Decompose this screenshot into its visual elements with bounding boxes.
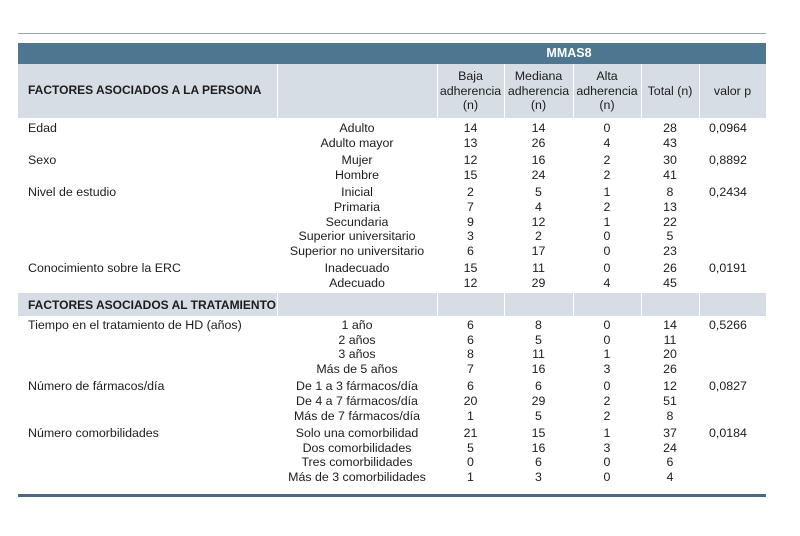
factor-label: Conocimiento sobre la ERC: [28, 261, 181, 276]
category-label: Inicial: [341, 185, 373, 200]
category-label: Más de 5 años: [316, 361, 398, 376]
value-alta: 2: [603, 408, 611, 423]
category-label: Superior universitario: [298, 229, 416, 244]
category-label: 3 años: [338, 347, 376, 362]
value-total: 37: [663, 426, 677, 441]
value-alta: 1: [603, 347, 611, 362]
value-alta: 4: [603, 276, 611, 290]
value-baja: 6: [467, 332, 474, 347]
category-label: Dos comorbilidades: [302, 440, 412, 455]
value-baja: 8: [467, 347, 474, 362]
category-label: Secundaria: [325, 214, 389, 229]
value-mediana: 5: [535, 185, 542, 200]
value-total: 13: [663, 200, 677, 214]
value-total: 12: [663, 379, 677, 394]
value-total: 22: [663, 214, 677, 229]
value-total: 30: [663, 153, 677, 168]
value-baja: 0: [467, 455, 474, 470]
col-header-total: Total (n): [647, 84, 693, 98]
category-label: Más de 3 comorbilidades: [288, 470, 426, 484]
value-total: 43: [663, 135, 677, 150]
value-mediana: 15: [531, 426, 546, 441]
value-mediana: 29: [531, 276, 546, 290]
factor-label: Tiempo en el tratamiento de HD (años): [28, 318, 242, 332]
bottom-rule: [18, 494, 766, 497]
value-total: 4: [666, 470, 674, 484]
factor-label: Número de fármacos/día: [28, 379, 165, 394]
value-alta: 0: [603, 455, 611, 470]
p-value: 0,5266: [709, 318, 747, 332]
value-alta: 1: [603, 214, 611, 229]
category-label: De 1 a 3 fármacos/día: [296, 379, 418, 394]
value-alta: 3: [603, 440, 611, 455]
category-label: Primaria: [333, 200, 381, 214]
category-label: Solo una comorbilidad: [295, 426, 419, 441]
value-alta: 1: [603, 426, 611, 441]
value-total: 26: [663, 261, 677, 276]
p-value: 0,0184: [709, 426, 747, 441]
value-baja: 13: [463, 135, 478, 150]
category-label: De 4 a 7 fármacos/día: [296, 394, 418, 408]
p-value: 0,0827: [709, 379, 747, 394]
value-baja: 9: [467, 214, 474, 229]
section1-title: FACTORES ASOCIADOS A LA PERSONA: [28, 83, 262, 97]
value-mediana: 12: [531, 214, 546, 229]
col-header-mediana: Mediana adherencia (n): [507, 69, 570, 113]
value-total: 45: [663, 276, 677, 290]
p-value: 0,2434: [709, 185, 747, 200]
value-baja: 14: [463, 121, 478, 135]
value-total: 14: [663, 318, 677, 332]
value-alta: 4: [603, 135, 611, 150]
factor-label: Edad: [28, 121, 57, 135]
value-mediana: 6: [535, 379, 542, 394]
column-divider: [699, 293, 700, 316]
col-header-p: valor p: [713, 84, 752, 98]
value-baja: 12: [463, 153, 478, 168]
mmas8-title: MMAS8: [546, 46, 592, 60]
value-total: 8: [666, 408, 674, 423]
value-mediana: 4: [535, 200, 542, 214]
category-label: Adecuado: [329, 276, 385, 290]
value-total: 11: [663, 332, 677, 347]
category-label: Inadecuado: [324, 261, 390, 276]
value-alta: 0: [603, 318, 611, 332]
value-mediana: 29: [531, 394, 546, 408]
top-rule: [18, 33, 766, 34]
value-total: 8: [666, 185, 674, 200]
category-label: Adulto mayor: [320, 135, 394, 150]
value-alta: 3: [603, 361, 611, 376]
factor-label: Número comorbilidades: [28, 426, 159, 441]
value-baja: 3: [467, 229, 474, 244]
value-alta: 0: [603, 243, 611, 258]
value-mediana: 5: [535, 408, 542, 423]
column-divider: [699, 64, 700, 118]
value-mediana: 6: [535, 455, 542, 470]
value-baja: 7: [467, 200, 474, 214]
value-alta: 1: [603, 185, 611, 200]
column-divider: [573, 64, 574, 118]
value-mediana: 26: [531, 135, 546, 150]
value-baja: 15: [463, 167, 478, 182]
value-alta: 2: [603, 200, 611, 214]
value-baja: 6: [467, 243, 474, 258]
p-value: 0,0191: [709, 261, 747, 276]
value-baja: 5: [467, 440, 474, 455]
column-divider: [504, 293, 505, 316]
category-label: 1 año: [341, 318, 373, 332]
value-alta: 0: [603, 379, 611, 394]
column-divider: [573, 293, 574, 316]
category-label: 2 años: [338, 332, 376, 347]
value-mediana: 3: [535, 470, 542, 484]
value-mediana: 11: [532, 347, 545, 362]
column-divider: [277, 64, 278, 118]
value-mediana: 16: [531, 440, 546, 455]
value-baja: 20: [463, 394, 478, 408]
value-mediana: 8: [535, 318, 542, 332]
column-divider: [504, 64, 505, 118]
category-label: Mujer: [341, 153, 373, 168]
value-mediana: 2: [535, 229, 542, 244]
value-mediana: 16: [531, 361, 546, 376]
value-total: 51: [663, 394, 677, 408]
p-value: 0,0964: [709, 121, 747, 135]
value-total: 28: [663, 121, 677, 135]
value-baja: 21: [463, 426, 478, 441]
value-alta: 0: [603, 332, 611, 347]
value-alta: 2: [603, 153, 611, 168]
col-header-baja: Baja adherencia (n): [439, 69, 502, 113]
value-baja: 6: [467, 318, 474, 332]
category-label: Superior no universitario: [289, 243, 425, 258]
value-baja: 7: [467, 361, 474, 376]
p-value: 0,8892: [709, 153, 747, 168]
value-alta: 0: [603, 261, 611, 276]
value-mediana: 24: [531, 167, 546, 182]
value-total: 24: [663, 440, 677, 455]
value-total: 20: [663, 347, 677, 362]
value-alta: 2: [603, 167, 611, 182]
value-mediana: 16: [531, 153, 546, 168]
column-divider: [641, 64, 642, 118]
factor-label: Nivel de estudio: [28, 185, 117, 200]
value-alta: 0: [603, 121, 611, 135]
column-divider: [437, 293, 438, 316]
value-total: 26: [663, 361, 677, 376]
value-total: 41: [663, 167, 677, 182]
value-mediana: 14: [531, 121, 546, 135]
value-total: 6: [666, 455, 674, 470]
column-divider: [641, 293, 642, 316]
value-mediana: 17: [531, 243, 546, 258]
value-baja: 1: [467, 470, 474, 484]
value-alta: 0: [603, 229, 611, 244]
category-label: Tres comorbilidades: [301, 455, 413, 470]
value-total: 5: [666, 229, 674, 244]
column-divider: [277, 293, 278, 316]
category-label: Hombre: [334, 167, 380, 182]
factor-label: Sexo: [28, 153, 57, 168]
value-mediana: 5: [535, 332, 542, 347]
value-mediana: 11: [532, 261, 545, 276]
value-baja: 12: [463, 276, 478, 290]
value-baja: 6: [467, 379, 474, 394]
value-baja: 15: [463, 261, 478, 276]
value-baja: 1: [467, 408, 474, 423]
col-header-alta: Alta adherencia (n): [576, 69, 638, 113]
section2-title: FACTORES ASOCIADOS AL TRATAMIENTO: [28, 298, 277, 312]
value-total: 23: [663, 243, 677, 258]
value-baja: 2: [467, 185, 474, 200]
category-label: Adulto: [339, 121, 375, 135]
value-alta: 2: [603, 394, 611, 408]
value-alta: 0: [603, 470, 611, 484]
category-label: Más de 7 fármacos/día: [293, 408, 421, 423]
column-divider: [437, 64, 438, 118]
